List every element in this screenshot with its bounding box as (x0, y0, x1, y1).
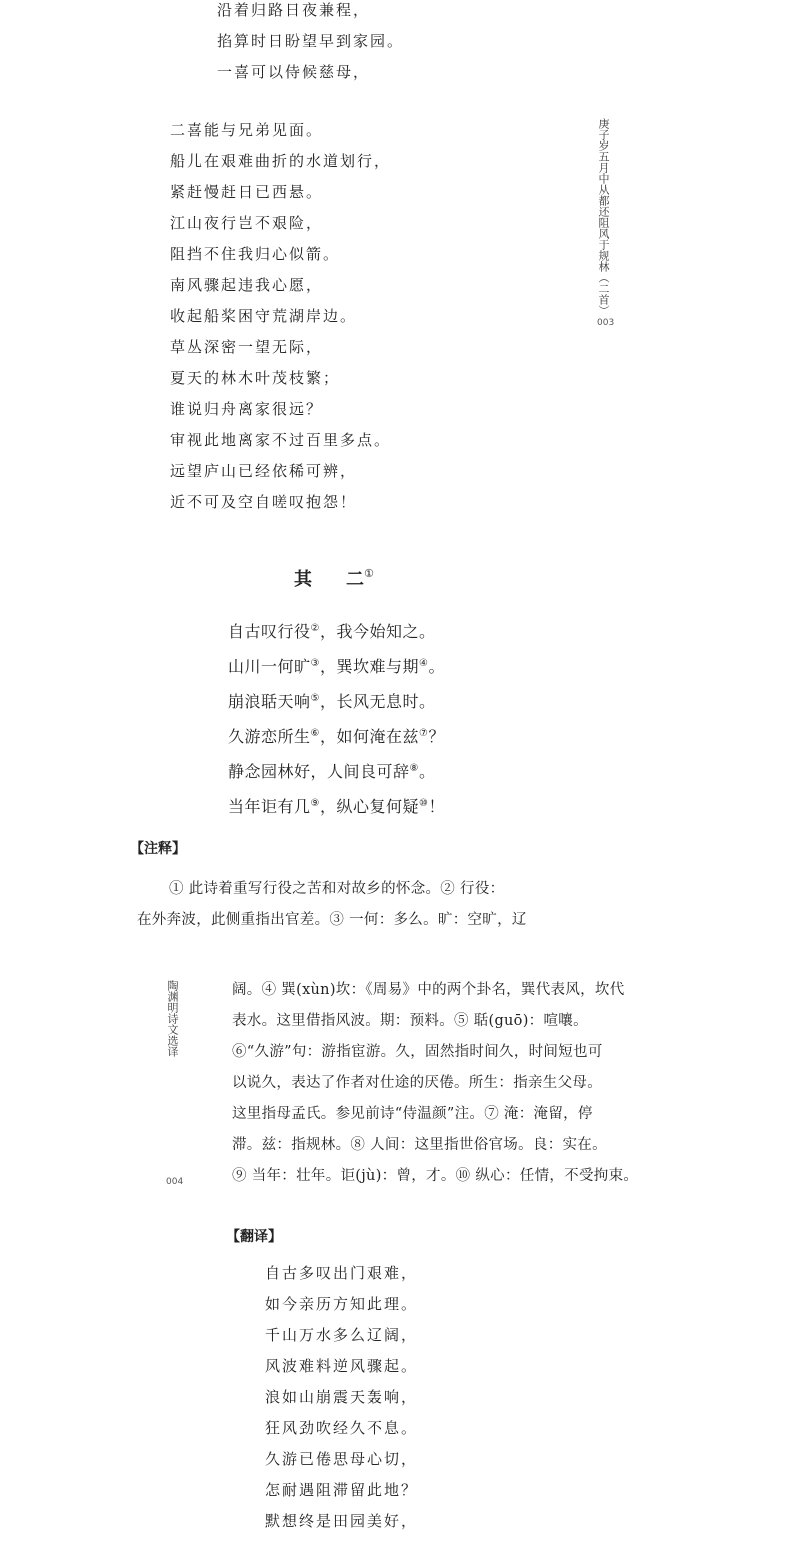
page-number-right: 003 (597, 318, 615, 328)
poem-line: 自古叹行役②，我今始知之。 (228, 622, 436, 641)
top-translation (217, 0, 404, 88)
translation-line: 浪如山崩震天轰响， (265, 1388, 419, 1406)
note-line: 在外奔波，此侧重指出官差。③ 一何：多么。旷：空旷，辽 (137, 912, 527, 928)
note-line: ① 此诗着重写行役之苦和对故乡的怀念。② 行役： (169, 881, 505, 897)
poem-line: 崩浪聒天响⑤，长风无息时。 (228, 692, 436, 711)
translation-line: 收起船桨困守荒湖岸边。 (170, 307, 358, 325)
notes-top (137, 874, 527, 936)
poem-line: 当年讵有几⑨，纵心复何疑⑩！ (228, 797, 445, 816)
note-line: 滞。兹：指规林。⑧ 人间：这里指世俗官场。良：实在。 (232, 1137, 607, 1153)
poem-line: 久游恋所生⑥，如何淹在兹⑦？ (228, 727, 445, 746)
note-ref: ③ (310, 658, 320, 669)
translation-line: 沿着归路日夜兼程， (217, 1, 371, 19)
note-line: 这里指母孟氏。参见前诗“侍温颜”注。⑦ 淹：淹留，停 (232, 1106, 593, 1122)
note-line: 阔。④ 巽(xùn)坎：《周易》中的两个卦名，巽代表风，坎代 (232, 982, 625, 998)
notes-heading: 【注释】 (130, 841, 186, 857)
mid-translation (170, 115, 391, 518)
note-ref: ⑩ (419, 798, 429, 809)
note-ref: ⑦ (419, 728, 429, 739)
translation-line: 夏天的林木叶茂枝繁； (170, 369, 341, 387)
poem-title-note: ① (364, 567, 374, 580)
note-ref: ④ (419, 658, 429, 669)
bottom-translation (265, 1258, 418, 1537)
translation-line: 怎耐遇阻滞留此地？ (265, 1481, 419, 1499)
note-line: 表水。这里借指风波。期：预料。⑤ 聒(guō)：喧嚷。 (232, 1013, 588, 1029)
note-ref: ② (310, 623, 320, 634)
note-ref: ⑥ (310, 728, 320, 739)
poem-body (228, 613, 445, 823)
translation-line: 船儿在艰难曲折的水道划行， (170, 152, 392, 170)
translation-line: 掐算时日盼望早到家园。 (217, 32, 405, 50)
translation-line: 审视此地离家不过百里多点。 (170, 431, 392, 449)
translation-line: 谁说归舟离家很远？ (170, 400, 324, 418)
translation-line: 远望庐山已经依稀可辨， (170, 462, 358, 480)
note-line: ⑨ 当年：壮年。讵(jù)：曾，才。⑩ 纵心：任情，不受拘束。 (232, 1168, 639, 1184)
page-number-left: 004 (166, 1177, 184, 1187)
note-ref: ⑧ (409, 763, 419, 774)
translation-line: 千山万水多么辽阔， (265, 1326, 419, 1344)
translation-line: 江山夜行岂不艰险， (170, 214, 324, 232)
note-line: ⑥“久游”句：游指宦游。久，固然指时间久，时间短也可 (232, 1044, 603, 1060)
translation-line: 南风骤起违我心愿， (170, 276, 324, 294)
translation-line: 风波难料逆风骤起。 (265, 1357, 419, 1375)
poem-line: 静念园林好，人间良可辞⑧。 (228, 762, 436, 781)
translation-line: 自古多叹出门艰难， (265, 1264, 419, 1282)
note-ref: ⑨ (310, 798, 320, 809)
note-ref: ⑤ (310, 693, 320, 704)
translation-line: 草丛深密一望无际， (170, 338, 324, 356)
translation-line: 久游已倦思母心切， (265, 1450, 419, 1468)
book-title-vertical: 陶渊明诗文选译 (166, 980, 179, 1057)
chapter-side-caption: 庚子岁五月中从都还阻风于规林（二首） (597, 118, 610, 316)
poem-title-part1: 其 (294, 569, 312, 590)
note-line: 以说久，表达了作者对仕途的厌倦。所生：指亲生父母。 (232, 1075, 602, 1091)
notes-bottom (232, 975, 638, 1192)
poem-title-part2: 二 (346, 569, 364, 590)
poem-title (294, 565, 374, 591)
translation-line: 二喜能与兄弟见面。 (170, 121, 324, 139)
translation-line: 阻挡不住我归心似箭。 (170, 245, 341, 263)
translation-line: 默想终是田园美好， (265, 1512, 419, 1530)
translation-heading: 【翻译】 (226, 1229, 282, 1245)
translation-line: 如今亲历方知此理。 (265, 1295, 419, 1313)
translation-line: 近不可及空自嗟叹抱怨！ (170, 493, 358, 511)
poem-line: 山川一何旷③，巽坎难与期④。 (228, 657, 445, 676)
translation-line: 紧赶慢赶日已西悬。 (170, 183, 324, 201)
translation-line: 狂风劲吹经久不息。 (265, 1419, 419, 1437)
translation-line: 一喜可以侍候慈母， (217, 63, 371, 81)
